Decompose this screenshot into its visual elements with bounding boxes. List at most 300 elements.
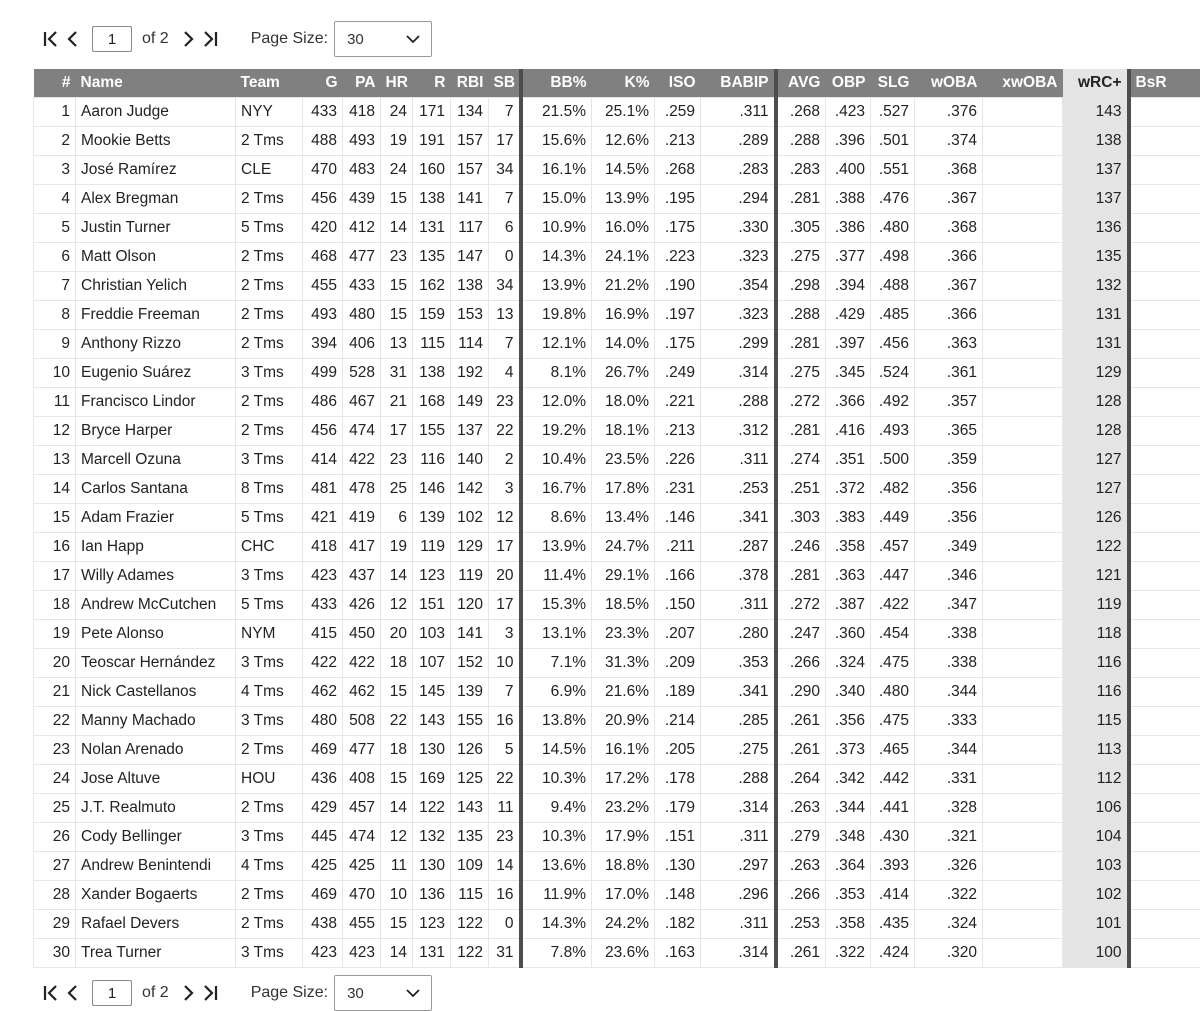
cell-g: 462: [303, 678, 343, 707]
cell-rbi: 135: [451, 823, 489, 852]
cell-name[interactable]: Nick Castellanos: [76, 678, 236, 707]
cell-wrc-plus: 128: [1063, 417, 1129, 446]
cell-bsr: [1129, 127, 1200, 156]
cell-bb-pct: 10.3%: [521, 823, 592, 852]
cell-k-pct: 16.1%: [592, 736, 655, 765]
cell-name[interactable]: Carlos Santana: [76, 475, 236, 504]
cell-k-pct: 17.9%: [592, 823, 655, 852]
cell-g: 493: [303, 301, 343, 330]
cell-hr: 12: [381, 823, 413, 852]
table-row: [34, 185, 1200, 214]
cell-xwoba: [983, 939, 1063, 968]
pagination-bottom: [40, 975, 432, 1011]
cell-sb: 2: [489, 446, 521, 475]
cell-avg: .305: [776, 214, 826, 243]
first-page-button[interactable]: [40, 24, 62, 54]
cell-bsr: [1129, 852, 1200, 881]
cell-name[interactable]: Trea Turner: [76, 939, 236, 968]
cell-name[interactable]: Jose Altuve: [76, 765, 236, 794]
cell-babip: .294: [701, 185, 776, 214]
cell-name[interactable]: Teoscar Hernández: [76, 649, 236, 678]
cell-slg: .524: [871, 359, 915, 388]
col-header-rbi[interactable]: RBI: [451, 69, 489, 98]
cell-team: 3 Tms: [236, 649, 303, 678]
cell-obp: .340: [826, 678, 871, 707]
cell-iso: .211: [655, 533, 701, 562]
cell-avg: .288: [776, 127, 826, 156]
col-header-name[interactable]: Name: [76, 69, 236, 98]
cell-name[interactable]: Justin Turner: [76, 214, 236, 243]
cell-avg: .246: [776, 533, 826, 562]
cell-g: 418: [303, 533, 343, 562]
cell-hr: 24: [381, 156, 413, 185]
cell-wrc-plus: 127: [1063, 446, 1129, 475]
cell-pa: 455: [343, 910, 381, 939]
cell-iso: .148: [655, 881, 701, 910]
cell-g: 394: [303, 330, 343, 359]
cell-pa: 480: [343, 301, 381, 330]
col-header-xwoba[interactable]: xwOBA: [983, 69, 1063, 98]
cell-name[interactable]: Cody Bellinger: [76, 823, 236, 852]
cell-wrc-plus: 100: [1063, 939, 1129, 968]
cell-woba: .356: [915, 475, 983, 504]
cell-team: 2 Tms: [236, 301, 303, 330]
cell-rank: 11: [34, 388, 76, 417]
cell-iso: .226: [655, 446, 701, 475]
cell-xwoba: [983, 678, 1063, 707]
cell-sb: 16: [489, 881, 521, 910]
cell-obp: .344: [826, 794, 871, 823]
cell-sb: 34: [489, 272, 521, 301]
cell-k-pct: 23.2%: [592, 794, 655, 823]
cell-pa: 470: [343, 881, 381, 910]
cell-xwoba: [983, 881, 1063, 910]
cell-woba: .363: [915, 330, 983, 359]
cell-bb-pct: 12.1%: [521, 330, 592, 359]
cell-g: 423: [303, 939, 343, 968]
cell-team: 3 Tms: [236, 707, 303, 736]
cell-rbi: 129: [451, 533, 489, 562]
cell-pa: 419: [343, 504, 381, 533]
cell-bsr: [1129, 707, 1200, 736]
cell-sb: 31: [489, 939, 521, 968]
cell-rbi: 122: [451, 939, 489, 968]
cell-k-pct: 14.0%: [592, 330, 655, 359]
page-size-value: 30: [347, 985, 364, 1002]
cell-k-pct: 24.7%: [592, 533, 655, 562]
cell-hr: 19: [381, 533, 413, 562]
cell-name[interactable]: Xander Bogaerts: [76, 881, 236, 910]
cell-sb: 22: [489, 765, 521, 794]
cell-slg: .480: [871, 214, 915, 243]
cell-k-pct: 12.6%: [592, 127, 655, 156]
col-header-rank[interactable]: #: [34, 69, 76, 98]
cell-xwoba: [983, 359, 1063, 388]
cell-g: 488: [303, 127, 343, 156]
cell-iso: .189: [655, 678, 701, 707]
col-header-r[interactable]: R: [413, 69, 451, 98]
cell-rbi: 147: [451, 243, 489, 272]
cell-team: 4 Tms: [236, 678, 303, 707]
cell-bsr: [1129, 939, 1200, 968]
cell-rbi: 139: [451, 678, 489, 707]
cell-name[interactable]: Pete Alonso: [76, 620, 236, 649]
cell-iso: .190: [655, 272, 701, 301]
cell-woba: .365: [915, 417, 983, 446]
cell-pa: 422: [343, 649, 381, 678]
cell-xwoba: [983, 98, 1063, 127]
cell-name[interactable]: Eugenio Suárez: [76, 359, 236, 388]
col-header-obp[interactable]: OBP: [826, 69, 871, 98]
cell-bb-pct: 9.4%: [521, 794, 592, 823]
cell-pa: 474: [343, 417, 381, 446]
table-row: [34, 736, 1200, 765]
cell-babip: .283: [701, 156, 776, 185]
cell-bb-pct: 12.0%: [521, 388, 592, 417]
cell-wrc-plus: 131: [1063, 301, 1129, 330]
cell-name[interactable]: Mookie Betts: [76, 127, 236, 156]
cell-rank: 28: [34, 881, 76, 910]
cell-bb-pct: 10.4%: [521, 446, 592, 475]
page-size-select[interactable]: [334, 21, 432, 57]
cell-name[interactable]: Matt Olson: [76, 243, 236, 272]
cell-rbi: 102: [451, 504, 489, 533]
cell-xwoba: [983, 765, 1063, 794]
cell-iso: .213: [655, 127, 701, 156]
cell-bb-pct: 15.0%: [521, 185, 592, 214]
cell-name[interactable]: Alex Bregman: [76, 185, 236, 214]
cell-iso: .195: [655, 185, 701, 214]
page-size-select[interactable]: [334, 975, 432, 1011]
table-row: [34, 359, 1200, 388]
cell-avg: .281: [776, 330, 826, 359]
cell-slg: .501: [871, 127, 915, 156]
cell-r: 123: [413, 562, 451, 591]
cell-k-pct: 14.5%: [592, 156, 655, 185]
cell-avg: .251: [776, 475, 826, 504]
cell-bb-pct: 6.9%: [521, 678, 592, 707]
cell-name[interactable]: Anthony Rizzo: [76, 330, 236, 359]
col-header-g[interactable]: G: [303, 69, 343, 98]
cell-sb: 0: [489, 243, 521, 272]
cell-slg: .488: [871, 272, 915, 301]
cell-team: 2 Tms: [236, 185, 303, 214]
cell-woba: .374: [915, 127, 983, 156]
cell-xwoba: [983, 794, 1063, 823]
cell-wrc-plus: 115: [1063, 707, 1129, 736]
cell-iso: .221: [655, 388, 701, 417]
cell-xwoba: [983, 185, 1063, 214]
cell-name[interactable]: Aaron Judge: [76, 98, 236, 127]
cell-sb: 34: [489, 156, 521, 185]
cell-pa: 478: [343, 475, 381, 504]
cell-pa: 457: [343, 794, 381, 823]
cell-name[interactable]: Andrew McCutchen: [76, 591, 236, 620]
cell-obp: .353: [826, 881, 871, 910]
table-row: [34, 794, 1200, 823]
col-header-k-pct[interactable]: K%: [592, 69, 655, 98]
prev-page-button[interactable]: [62, 978, 84, 1008]
cell-obp: .358: [826, 533, 871, 562]
cell-rbi: 138: [451, 272, 489, 301]
cell-name[interactable]: Bryce Harper: [76, 417, 236, 446]
cell-team: 3 Tms: [236, 939, 303, 968]
cell-rbi: 115: [451, 881, 489, 910]
cell-team: 3 Tms: [236, 562, 303, 591]
cell-r: 143: [413, 707, 451, 736]
cell-rbi: 153: [451, 301, 489, 330]
cell-avg: .303: [776, 504, 826, 533]
cell-team: 2 Tms: [236, 272, 303, 301]
cell-woba: .347: [915, 591, 983, 620]
cell-rank: 12: [34, 417, 76, 446]
cell-k-pct: 16.9%: [592, 301, 655, 330]
cell-name[interactable]: Rafael Devers: [76, 910, 236, 939]
cell-obp: .360: [826, 620, 871, 649]
cell-r: 132: [413, 823, 451, 852]
cell-slg: .442: [871, 765, 915, 794]
cell-xwoba: [983, 649, 1063, 678]
cell-g: 433: [303, 98, 343, 127]
cell-r: 107: [413, 649, 451, 678]
cell-avg: .288: [776, 301, 826, 330]
col-header-wrc-plus[interactable]: wRC+: [1063, 69, 1129, 98]
cell-hr: 31: [381, 359, 413, 388]
cell-pa: 439: [343, 185, 381, 214]
cell-r: 119: [413, 533, 451, 562]
cell-hr: 13: [381, 330, 413, 359]
cell-avg: .275: [776, 243, 826, 272]
cell-xwoba: [983, 852, 1063, 881]
cell-r: 145: [413, 678, 451, 707]
table-row: [34, 504, 1200, 533]
cell-obp: .386: [826, 214, 871, 243]
cell-g: 421: [303, 504, 343, 533]
cell-wrc-plus: 106: [1063, 794, 1129, 823]
chevron-left-icon: [63, 983, 83, 1003]
cell-name[interactable]: J.T. Realmuto: [76, 794, 236, 823]
next-page-button[interactable]: [177, 24, 199, 54]
cell-name[interactable]: José Ramírez: [76, 156, 236, 185]
cell-r: 159: [413, 301, 451, 330]
table-row: [34, 533, 1200, 562]
cell-slg: .476: [871, 185, 915, 214]
cell-g: 481: [303, 475, 343, 504]
cell-team: HOU: [236, 765, 303, 794]
cell-babip: .275: [701, 736, 776, 765]
cell-name[interactable]: Freddie Freeman: [76, 301, 236, 330]
cell-team: 2 Tms: [236, 127, 303, 156]
cell-woba: .326: [915, 852, 983, 881]
cell-name[interactable]: Willy Adames: [76, 562, 236, 591]
cell-rank: 6: [34, 243, 76, 272]
cell-sb: 16: [489, 707, 521, 736]
cell-r: 136: [413, 881, 451, 910]
cell-avg: .281: [776, 417, 826, 446]
cell-bsr: [1129, 765, 1200, 794]
cell-babip: .288: [701, 388, 776, 417]
cell-iso: .207: [655, 620, 701, 649]
cell-name[interactable]: Adam Frazier: [76, 504, 236, 533]
cell-name[interactable]: Ian Happ: [76, 533, 236, 562]
cell-iso: .249: [655, 359, 701, 388]
cell-pa: 417: [343, 533, 381, 562]
cell-avg: .253: [776, 910, 826, 939]
cell-avg: .261: [776, 736, 826, 765]
col-header-sb[interactable]: SB: [489, 69, 521, 98]
cell-g: 423: [303, 562, 343, 591]
cell-avg: .272: [776, 591, 826, 620]
cell-bsr: [1129, 881, 1200, 910]
col-header-woba[interactable]: wOBA: [915, 69, 983, 98]
cell-hr: 15: [381, 185, 413, 214]
col-header-slg[interactable]: SLG: [871, 69, 915, 98]
cell-g: 486: [303, 388, 343, 417]
cell-xwoba: [983, 417, 1063, 446]
cell-g: 420: [303, 214, 343, 243]
cell-hr: 24: [381, 98, 413, 127]
cell-sb: 5: [489, 736, 521, 765]
cell-name[interactable]: Marcell Ozuna: [76, 446, 236, 475]
cell-wrc-plus: 143: [1063, 98, 1129, 127]
cell-name[interactable]: Francisco Lindor: [76, 388, 236, 417]
table-row: [34, 939, 1200, 968]
header-row: [34, 69, 1200, 98]
cell-xwoba: [983, 707, 1063, 736]
cell-iso: .175: [655, 330, 701, 359]
cell-wrc-plus: 113: [1063, 736, 1129, 765]
cell-team: 3 Tms: [236, 446, 303, 475]
cell-team: NYY: [236, 98, 303, 127]
cell-bsr: [1129, 533, 1200, 562]
cell-babip: .314: [701, 359, 776, 388]
cell-sb: 0: [489, 910, 521, 939]
cell-obp: .358: [826, 910, 871, 939]
cell-rank: 27: [34, 852, 76, 881]
cell-name[interactable]: Manny Machado: [76, 707, 236, 736]
cell-bsr: [1129, 417, 1200, 446]
cell-rbi: 149: [451, 388, 489, 417]
page-number-input[interactable]: [92, 26, 132, 52]
cell-wrc-plus: 103: [1063, 852, 1129, 881]
cell-r: 191: [413, 127, 451, 156]
cell-r: 122: [413, 794, 451, 823]
col-header-bsr[interactable]: BsR: [1129, 69, 1200, 98]
cell-slg: .414: [871, 881, 915, 910]
cell-woba: .322: [915, 881, 983, 910]
cell-name[interactable]: Christian Yelich: [76, 272, 236, 301]
cell-bsr: [1129, 98, 1200, 127]
cell-name[interactable]: Nolan Arenado: [76, 736, 236, 765]
cell-hr: 14: [381, 794, 413, 823]
cell-g: 429: [303, 794, 343, 823]
cell-obp: .351: [826, 446, 871, 475]
cell-obp: .377: [826, 243, 871, 272]
next-page-button[interactable]: [177, 978, 199, 1008]
first-page-button[interactable]: [40, 978, 62, 1008]
cell-rbi: 122: [451, 910, 489, 939]
cell-woba: .361: [915, 359, 983, 388]
cell-rank: 2: [34, 127, 76, 156]
cell-bsr: [1129, 475, 1200, 504]
cell-babip: .378: [701, 562, 776, 591]
table-row: [34, 330, 1200, 359]
cell-babip: .311: [701, 823, 776, 852]
cell-team: 2 Tms: [236, 794, 303, 823]
cell-bb-pct: 16.1%: [521, 156, 592, 185]
cell-obp: .364: [826, 852, 871, 881]
cell-hr: 15: [381, 678, 413, 707]
cell-hr: 23: [381, 243, 413, 272]
cell-k-pct: 18.5%: [592, 591, 655, 620]
cell-hr: 12: [381, 591, 413, 620]
cell-rank: 29: [34, 910, 76, 939]
cell-k-pct: 23.6%: [592, 939, 655, 968]
cell-k-pct: 29.1%: [592, 562, 655, 591]
col-header-team[interactable]: Team: [236, 69, 303, 98]
col-header-babip[interactable]: BABIP: [701, 69, 776, 98]
cell-r: 139: [413, 504, 451, 533]
cell-k-pct: 31.3%: [592, 649, 655, 678]
cell-avg: .298: [776, 272, 826, 301]
cell-xwoba: [983, 562, 1063, 591]
col-header-hr[interactable]: HR: [381, 69, 413, 98]
cell-name[interactable]: Andrew Benintendi: [76, 852, 236, 881]
last-page-button[interactable]: [199, 24, 221, 54]
cell-team: 2 Tms: [236, 417, 303, 446]
col-header-bb-pct[interactable]: BB%: [521, 69, 592, 98]
cell-rbi: 134: [451, 98, 489, 127]
cell-k-pct: 13.4%: [592, 504, 655, 533]
cell-woba: .366: [915, 243, 983, 272]
cell-bb-pct: 15.3%: [521, 591, 592, 620]
cell-g: 425: [303, 852, 343, 881]
cell-xwoba: [983, 301, 1063, 330]
cell-hr: 18: [381, 736, 413, 765]
table-row: [34, 388, 1200, 417]
last-page-button[interactable]: [199, 978, 221, 1008]
col-header-iso[interactable]: ISO: [655, 69, 701, 98]
cell-woba: .366: [915, 301, 983, 330]
cell-slg: .493: [871, 417, 915, 446]
cell-xwoba: [983, 446, 1063, 475]
cell-team: 2 Tms: [236, 243, 303, 272]
cell-woba: .344: [915, 678, 983, 707]
cell-rank: 17: [34, 562, 76, 591]
cell-hr: 25: [381, 475, 413, 504]
col-header-pa[interactable]: PA: [343, 69, 381, 98]
cell-g: 433: [303, 591, 343, 620]
page-number-input[interactable]: [92, 980, 132, 1006]
cell-bb-pct: 10.9%: [521, 214, 592, 243]
col-header-avg[interactable]: AVG: [776, 69, 826, 98]
cell-avg: .263: [776, 852, 826, 881]
cell-xwoba: [983, 214, 1063, 243]
prev-page-button[interactable]: [62, 24, 84, 54]
cell-babip: .311: [701, 98, 776, 127]
cell-iso: .268: [655, 156, 701, 185]
cell-xwoba: [983, 388, 1063, 417]
cell-sb: 17: [489, 533, 521, 562]
cell-team: 5 Tms: [236, 214, 303, 243]
cell-rbi: 109: [451, 852, 489, 881]
cell-bb-pct: 13.9%: [521, 272, 592, 301]
cell-hr: 14: [381, 214, 413, 243]
cell-obp: .423: [826, 98, 871, 127]
cell-obp: .429: [826, 301, 871, 330]
cell-slg: .457: [871, 533, 915, 562]
last-page-icon: [200, 29, 220, 49]
